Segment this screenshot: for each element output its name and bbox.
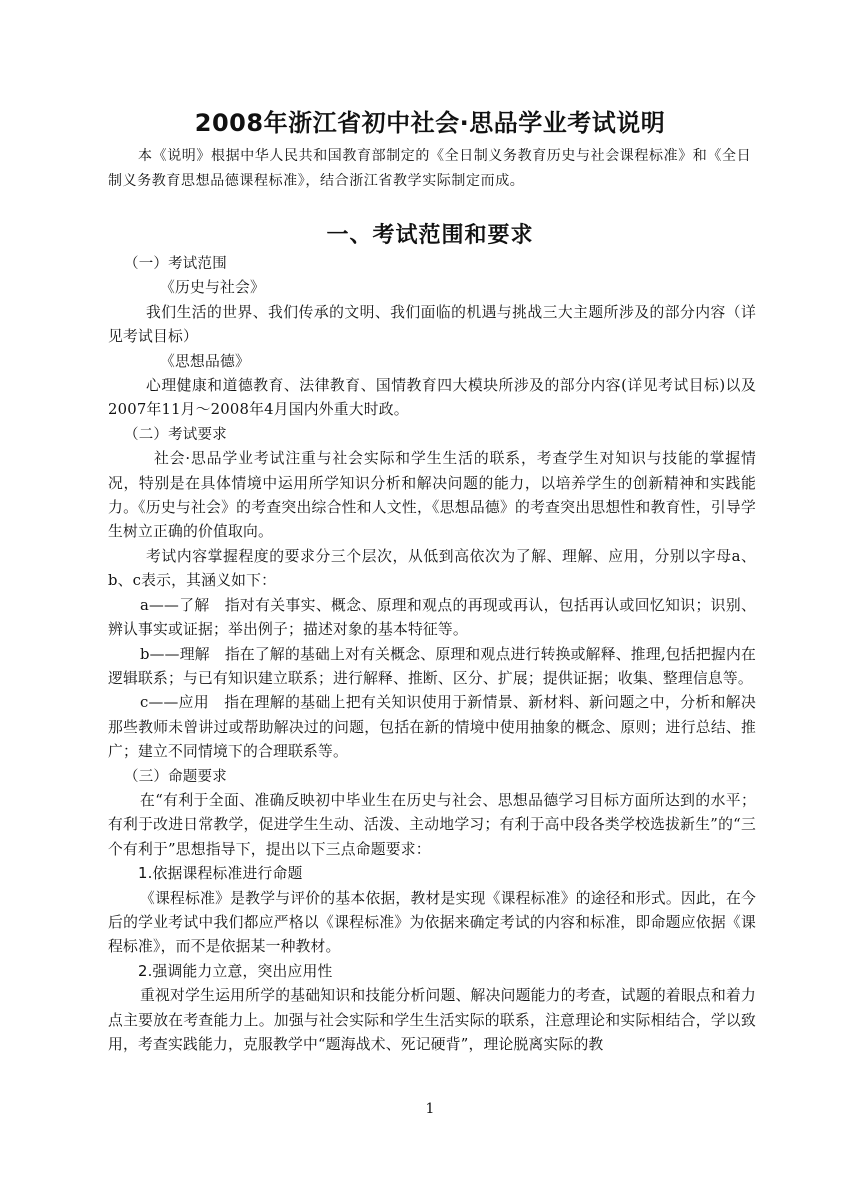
paragraph-level-b: b——理解 指在了解的基础上对有关概念、原理和观点进行转换或解释、推理,包括把握内在逻辑联系；与已有知识建立联系；进行解释、推断、区分、扩展；提供证据；收集、整理信息等。 bbox=[108, 645, 756, 687]
intro-paragraph: 本《说明》根据中华人民共和国教育部制定的《全日制义务教育历史与社会课程标准》和《全日制义务教育思想品德课程标准》，结合浙江省教学实际制定而成。 bbox=[108, 148, 752, 189]
paragraph-ability-focus: 重视对学生运用所学的基础知识和技能分析问题、解决问题能力的考查，试题的着眼点和着力点主要放在考查能力上。加强与社会实际和学生生活实际的联系，注意理论和实际相结合，学以致用，考查实践能力，克服教学中“题海战术、死记硬背”，理论脱离实际的教 bbox=[108, 987, 756, 1053]
paragraph-level-c: c——应用 指在理解的基础上把有关知识使用于新情景、新材料、新问题之中，分析和解决那些教师未曾讲过或帮助解决过的问题，包括在新的情境中使用抽象的概念、原则；进行总结、推广；建立不同情境下的合理联系等。 bbox=[108, 694, 756, 761]
paragraph-requirements-1: 社会·思品学业考试注重与社会实际和学生生活的联系，考查学生对知识与技能的掌握情况，特别是在具体情境中运用所学知识分析和解决问题的能力，以培养学生的创新精神和实践能力。《历史与社会》的考查突出综合性和人文性，《思想品德》的考查突出思想性和教育性，引导学生树立正确的价值取向。 bbox=[108, 450, 756, 541]
subheading-ability-focus: 2.强调能力立意，突出应用性 bbox=[138, 962, 333, 980]
section-1-body bbox=[108, 252, 756, 1057]
paragraph-requirements-2: 考试内容掌握程度的要求分三个层次，从低到高依次为了解、理解、应用，分别以字母a、b、c表示，其涵义如下： bbox=[108, 547, 756, 590]
heading-exam-requirements: （二）考试要求 bbox=[124, 426, 227, 443]
paragraph-history-scope: 我们生活的世界、我们传承的文明、我们面临的机遇与挑战三大主题所涉及的部分内容（详见考试目标） bbox=[108, 303, 756, 346]
document-title: 2008年浙江省初中社会·思品学业考试说明 bbox=[194, 109, 666, 137]
paragraph-curriculum-standard: 《课程标准》是教学与评价的基本依据，教材是实现《课程标准》的途径和形式。因此，在今后的学业考试中我们都应严格以《课程标准》为依据来确定考试的内容和标准，即命题应依据《课程标准》，而不是依据某一种教材。 bbox=[108, 889, 756, 956]
heading-exam-scope: （一）考试范围 bbox=[124, 256, 227, 272]
heading-question-requirements: （三）命题要求 bbox=[124, 768, 227, 785]
paragraph-moral-scope: 心理健康和道德教育、法律教育、国情教育四大模块所涉及的部分内容(详见考试目标)以及2007年11月～2008年4月国内外重大时政。 bbox=[108, 377, 756, 419]
subheading-curriculum-standard: 1.依据课程标准进行命题 bbox=[138, 865, 303, 883]
paragraph-level-a: a——了解 指对有关事实、概念、原理和观点的再现或再认，包括再认或回忆知识；识别、辨认事实或证据；举出例子；描述对象的基本特征等。 bbox=[108, 596, 756, 639]
intro-paragraph-block bbox=[108, 144, 756, 194]
subheading-history-society: 《历史与社会》 bbox=[160, 279, 265, 297]
subheading-moral-education: 《思想品德》 bbox=[160, 352, 250, 370]
page-number: 1 bbox=[425, 1101, 435, 1117]
paragraph-question-intro: 在“有利于全面、准确反映初中毕业生在历史与社会、思想品德学习目标方面所达到的水平；有利于改进日常教学，促进学生生动、活泼、主动地学习；有利于高中段各类学校选拔新生”的“三个有利于”思想指导下，提出以下三点命题要求： bbox=[108, 791, 756, 858]
section-1-title: 一、考试范围和要求 bbox=[326, 222, 534, 248]
